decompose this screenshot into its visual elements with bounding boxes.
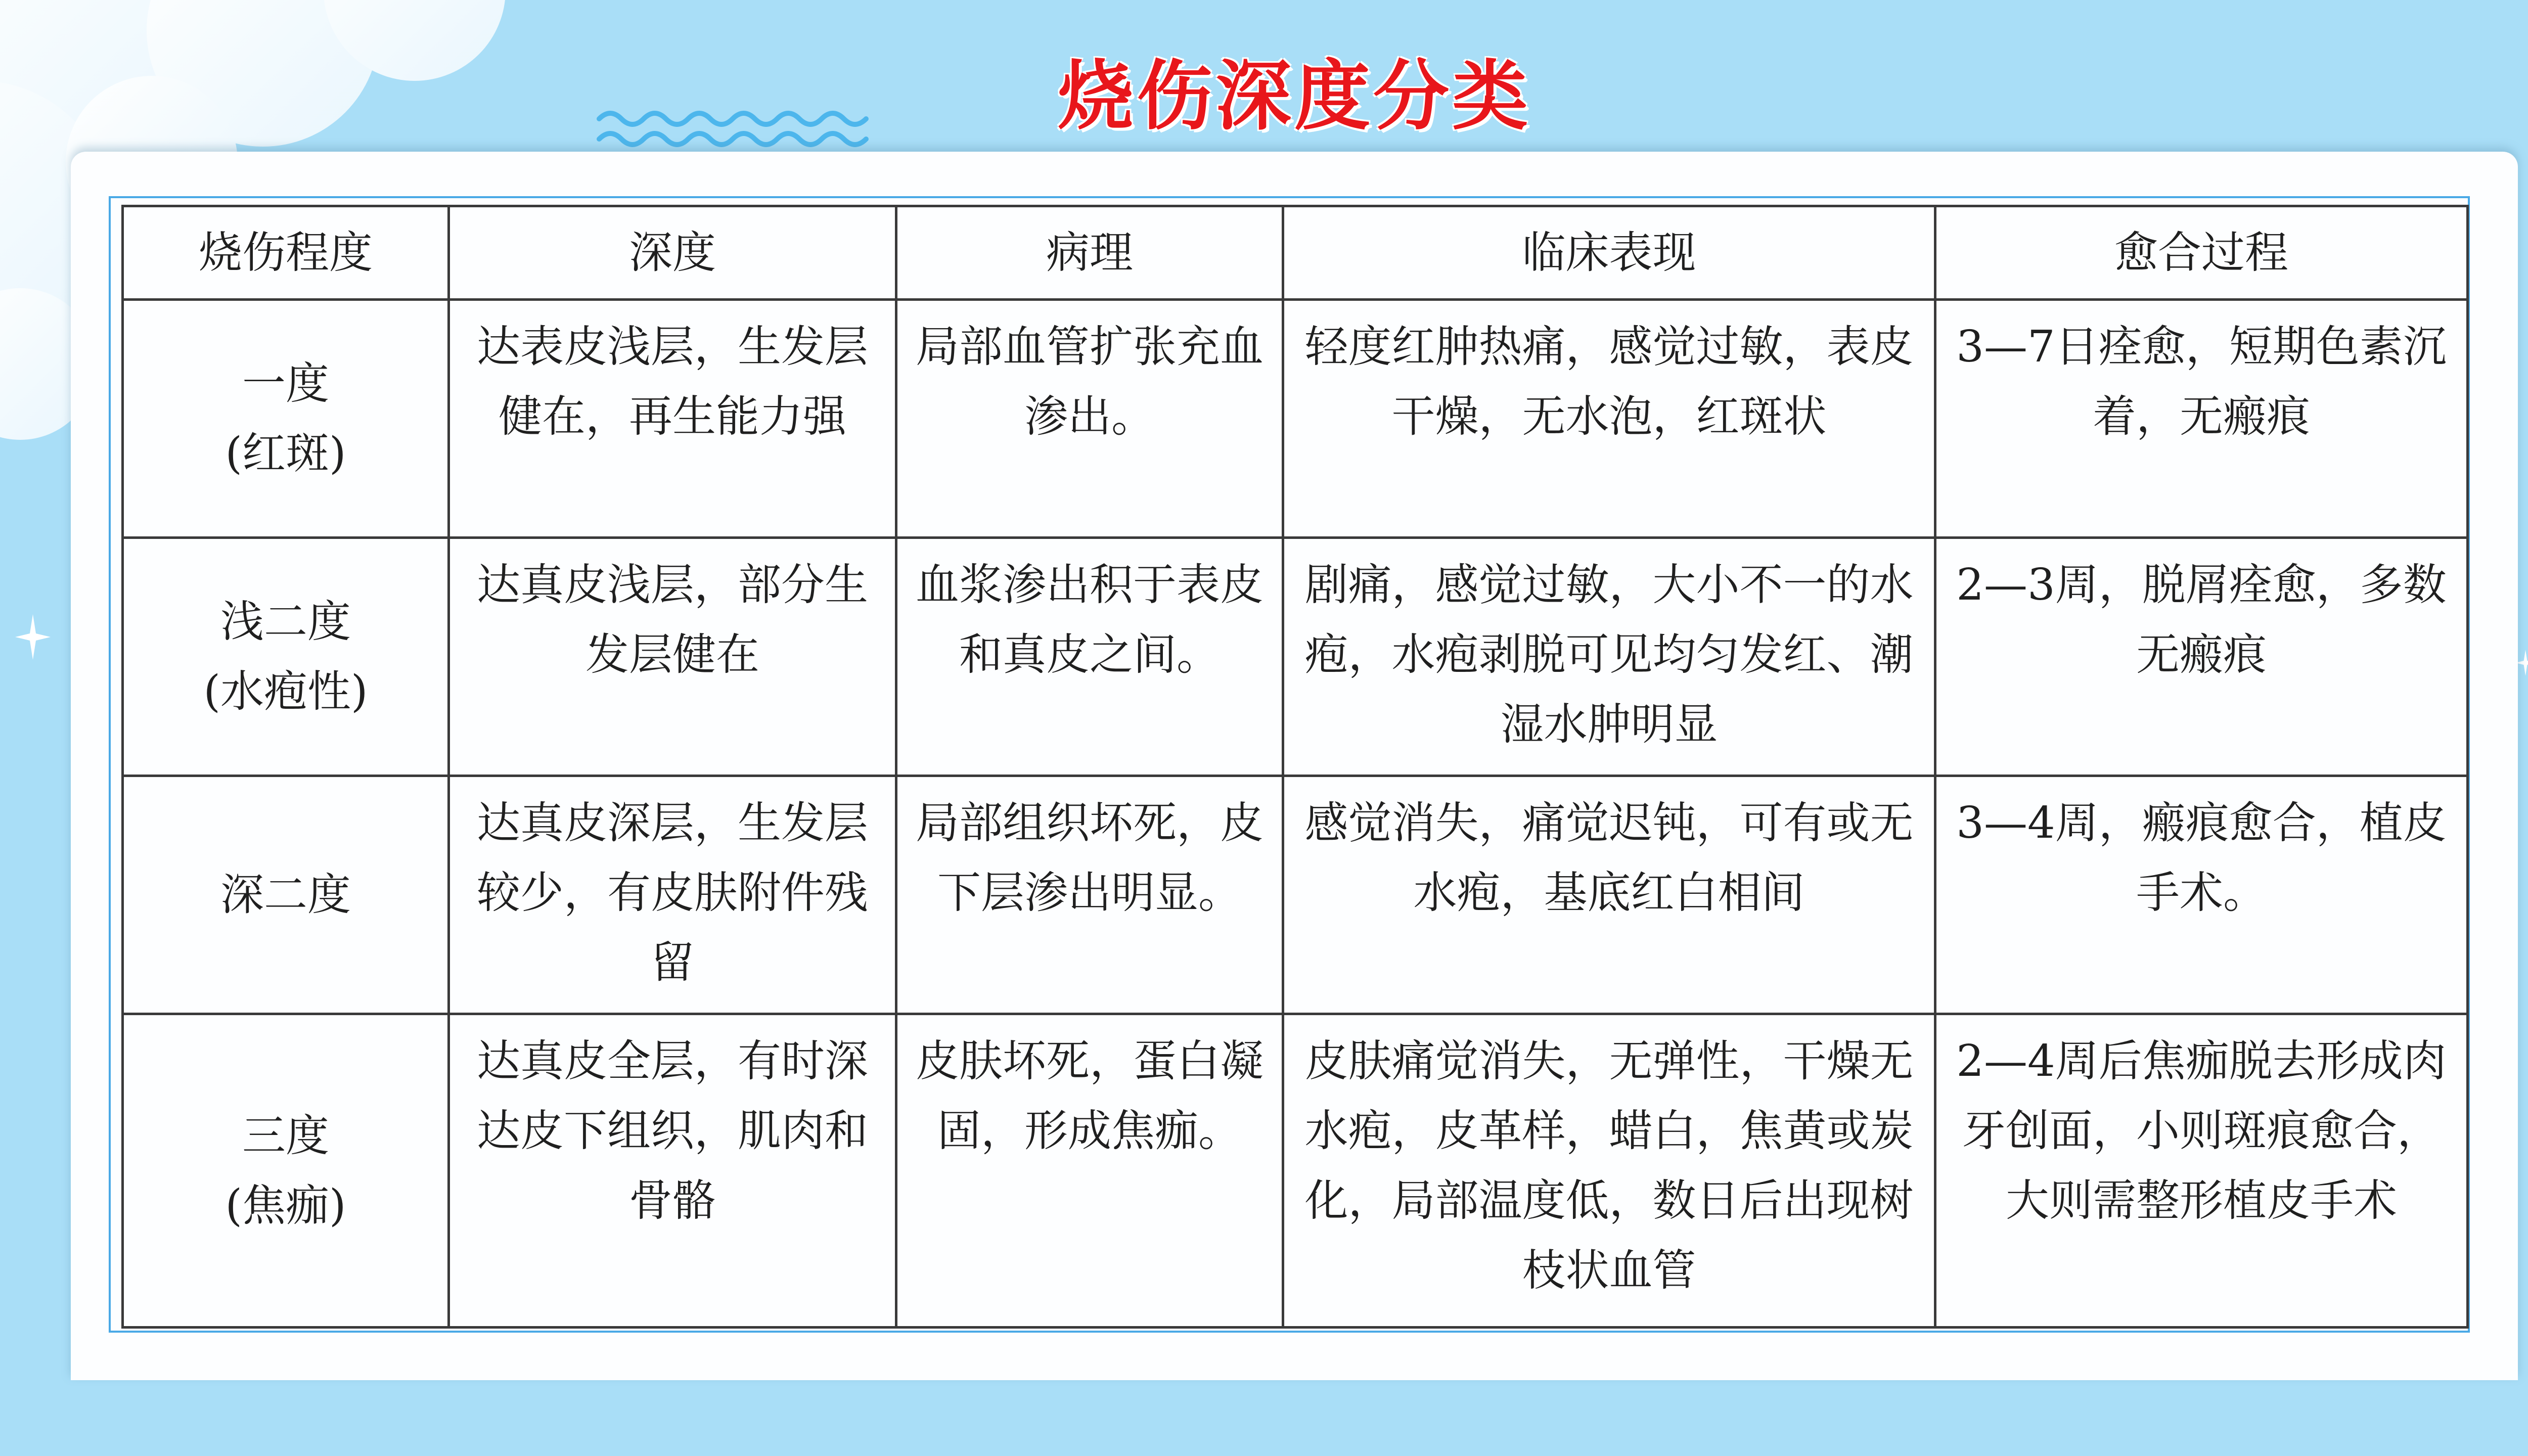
grade-subtitle: (红斑)	[225, 428, 346, 479]
grade-name: 浅二度	[220, 597, 351, 647]
table-row	[123, 300, 2468, 538]
depth-cell: 达表皮浅层，生发层健在，再生能力强	[449, 300, 896, 538]
pathology-cell: 局部血管扩张充血渗出。	[896, 300, 1283, 538]
healing-cell: 3—7日痊愈，短期色素沉着，无瘢痕	[1935, 300, 2468, 538]
depth-cell: 达真皮深层，生发层较少，有皮肤附件残留	[449, 776, 896, 1014]
burn-depth-table	[121, 205, 2469, 1329]
table-row	[123, 538, 2468, 776]
clinical-cell: 轻度红肿热痛，感觉过敏，表皮干燥，无水泡，红斑状	[1283, 300, 1935, 538]
header-clinical: 临床表现	[1283, 206, 1935, 300]
table-header-row	[123, 206, 2468, 300]
grade-cell	[123, 538, 449, 776]
grade-cell	[123, 1014, 449, 1328]
clinical-cell: 皮肤痛觉消失，无弹性，干燥无水疱，皮革样，蜡白，焦黄或炭化，局部温度低，数日后出现树枝状血管	[1283, 1014, 1935, 1328]
grade-subtitle: (焦痂)	[225, 1180, 346, 1231]
pathology-cell: 血浆渗出积于表皮和真皮之间。	[896, 538, 1283, 776]
page-title: 烧伤深度分类	[1057, 52, 1531, 141]
grade-name: 三度	[242, 1110, 329, 1161]
grade-name: 一度	[242, 358, 329, 409]
depth-cell: 达真皮全层，有时深达皮下组织，肌肉和骨骼	[449, 1014, 896, 1328]
depth-cell: 达真皮浅层，部分生发层健在	[449, 538, 896, 776]
clinical-cell: 感觉消失，痛觉迟钝，可有或无水疱，基底红白相间	[1283, 776, 1935, 1014]
grade-cell	[123, 776, 449, 1014]
grade-name: 深二度	[220, 870, 351, 920]
pathology-cell: 皮肤坏死，蛋白凝固，形成焦痂。	[896, 1014, 1283, 1328]
sparkle-icon	[15, 614, 51, 660]
header-grade: 烧伤程度	[123, 206, 449, 300]
healing-cell: 2—3周，脱屑痊愈，多数无瘢痕	[1935, 538, 2468, 776]
header-depth: 深度	[449, 206, 896, 300]
healing-cell: 2—4周后焦痂脱去形成肉牙创面，小则斑痕愈合，大则需整形植皮手术	[1935, 1014, 2468, 1328]
header-healing: 愈合过程	[1935, 206, 2468, 300]
table-row	[123, 776, 2468, 1014]
pathology-cell: 局部组织坏死，皮下层渗出明显。	[896, 776, 1283, 1014]
table-row	[123, 1014, 2468, 1328]
healing-cell: 3—4周，瘢痕愈合，植皮手术。	[1935, 776, 2468, 1014]
clinical-cell: 剧痛，感觉过敏，大小不一的水疱，水疱剥脱可见均匀发红、潮湿水肿明显	[1283, 538, 1935, 776]
grade-cell	[123, 300, 449, 538]
header-pathology: 病理	[896, 206, 1283, 300]
grade-subtitle: (水疱性)	[203, 666, 368, 717]
